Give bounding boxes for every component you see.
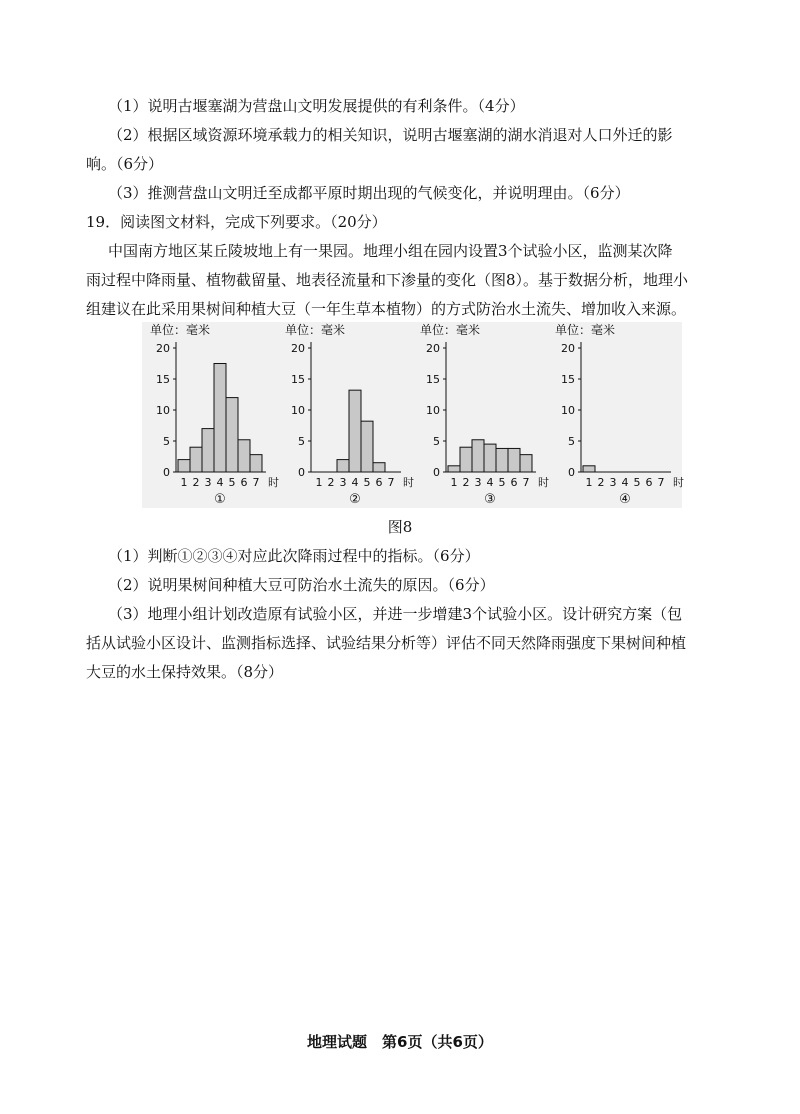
page-footer: 地理试题 第6页（共6页） [307, 1033, 493, 1051]
bar [361, 421, 373, 472]
question-19-part-3: （3）地理小组计划改造原有试验小区，并进一步增建3个试验小区。设计研究方案（包 [108, 605, 683, 623]
figure-caption: 图8 [387, 518, 413, 536]
bar [583, 466, 595, 472]
bar [484, 444, 496, 472]
x-tick-label: 6 [510, 476, 518, 489]
question-19-material-line-2: 雨过程中降雨量、植物截留量、地表径流量和下渗量的变化（图8）。基于数据分析，地理小 [86, 271, 689, 289]
question-18-part-2-continued: 响。（6分） [86, 155, 164, 173]
x-tick-label: 7 [252, 476, 260, 489]
x-tick-label: 7 [387, 476, 395, 489]
bar [226, 398, 238, 472]
panel-label: ④ [619, 492, 631, 507]
question-18-part-1: （1）说明古堰塞湖为营盘山文明发展提供的有利条件。（4分） [108, 97, 525, 115]
x-tick-label: 5 [363, 476, 371, 489]
x-tick-label: 1 [585, 476, 593, 489]
x-tick-label: 7 [657, 476, 665, 489]
y-tick-label: 10 [291, 404, 305, 417]
y-tick-label: 15 [291, 373, 305, 386]
x-tick-label: 3 [339, 476, 347, 489]
y-tick-label: 0 [298, 466, 305, 479]
unit-label: 单位：毫米 [555, 323, 616, 337]
x-tick-label: 2 [597, 476, 605, 489]
y-tick-label: 15 [426, 373, 440, 386]
x-tick-label: 7 [522, 476, 530, 489]
figure-8-charts [142, 318, 682, 508]
panel-label: ② [349, 492, 361, 507]
x-tick-label: 5 [633, 476, 641, 489]
panel-label: ① [214, 492, 226, 507]
x-unit-label: 时 [673, 476, 684, 489]
bar [373, 463, 385, 472]
x-tick-label: 5 [498, 476, 506, 489]
y-tick-label: 5 [568, 435, 575, 448]
y-tick-label: 5 [298, 435, 305, 448]
bar [520, 455, 532, 472]
bar [337, 460, 349, 472]
question-19-part-1: （1）判断①②③④对应此次降雨过程中的指标。（6分） [108, 547, 480, 565]
bar [349, 390, 361, 472]
question-19-heading: 19．阅读图文材料，完成下列要求。（20分） [86, 213, 387, 231]
x-tick-label: 3 [204, 476, 212, 489]
x-tick-label: 4 [621, 476, 629, 489]
question-19-material-line-1: 中国南方地区某丘陵坡地上有一果园。地理小组在园内设置3个试验小区，监测某次降 [108, 242, 673, 260]
question-19-part-3-continued-1: 括从试验小区设计、监测指标选择、试验结果分析等）评估不同天然降雨强度下果树间种植 [86, 634, 687, 652]
bar [472, 440, 484, 472]
y-tick-label: 20 [426, 342, 440, 355]
x-tick-label: 1 [450, 476, 458, 489]
y-tick-label: 5 [163, 435, 170, 448]
x-tick-label: 3 [474, 476, 482, 489]
bar [448, 466, 460, 472]
x-tick-label: 4 [351, 476, 359, 489]
unit-label: 单位：毫米 [420, 323, 481, 337]
bar [496, 448, 508, 472]
x-tick-label: 1 [315, 476, 323, 489]
question-19-material-line-3: 组建议在此采用果树间种植大豆（一年生草本植物）的方式防治水土流失、增加收入来源。 [86, 300, 687, 318]
x-tick-label: 3 [609, 476, 617, 489]
x-unit-label: 时 [268, 476, 279, 489]
x-tick-label: 2 [462, 476, 470, 489]
y-tick-label: 0 [568, 466, 575, 479]
x-unit-label: 时 [403, 476, 414, 489]
panel-label: ③ [484, 492, 496, 507]
x-tick-label: 2 [192, 476, 200, 489]
y-tick-label: 0 [433, 466, 440, 479]
y-tick-label: 15 [561, 373, 575, 386]
bar [214, 364, 226, 473]
question-18-part-3: （3）推测营盘山文明迁至成都平原时期出现的气候变化，并说明理由。（6分） [108, 184, 630, 202]
y-tick-label: 15 [156, 373, 170, 386]
bar [190, 447, 202, 472]
unit-label: 单位：毫米 [150, 323, 211, 337]
y-tick-label: 0 [163, 466, 170, 479]
y-tick-label: 20 [561, 342, 575, 355]
y-tick-label: 20 [291, 342, 305, 355]
bar [178, 460, 190, 472]
x-tick-label: 4 [216, 476, 224, 489]
figure-8-svg [142, 318, 682, 508]
bar [238, 440, 250, 472]
y-tick-label: 20 [156, 342, 170, 355]
x-unit-label: 时 [538, 476, 549, 489]
y-tick-label: 10 [156, 404, 170, 417]
y-tick-label: 10 [561, 404, 575, 417]
bar [508, 448, 520, 472]
question-19-part-2: （2）说明果树间种植大豆可防治水土流失的原因。（6分） [108, 576, 495, 594]
bar [202, 429, 214, 472]
bar [250, 455, 262, 472]
x-tick-label: 6 [645, 476, 653, 489]
unit-label: 单位：毫米 [285, 323, 346, 337]
x-tick-label: 2 [327, 476, 335, 489]
x-tick-label: 4 [486, 476, 494, 489]
x-tick-label: 5 [228, 476, 236, 489]
bar [460, 447, 472, 472]
question-18-part-2: （2）根据区域资源环境承载力的相关知识，说明古堰塞湖的湖水消退对人口外迁的影 [108, 126, 673, 144]
x-tick-label: 6 [375, 476, 383, 489]
x-tick-label: 1 [180, 476, 188, 489]
question-19-part-3-continued-2: 大豆的水土保持效果。（8分） [86, 663, 284, 681]
y-tick-label: 10 [426, 404, 440, 417]
y-tick-label: 5 [433, 435, 440, 448]
x-tick-label: 6 [240, 476, 248, 489]
